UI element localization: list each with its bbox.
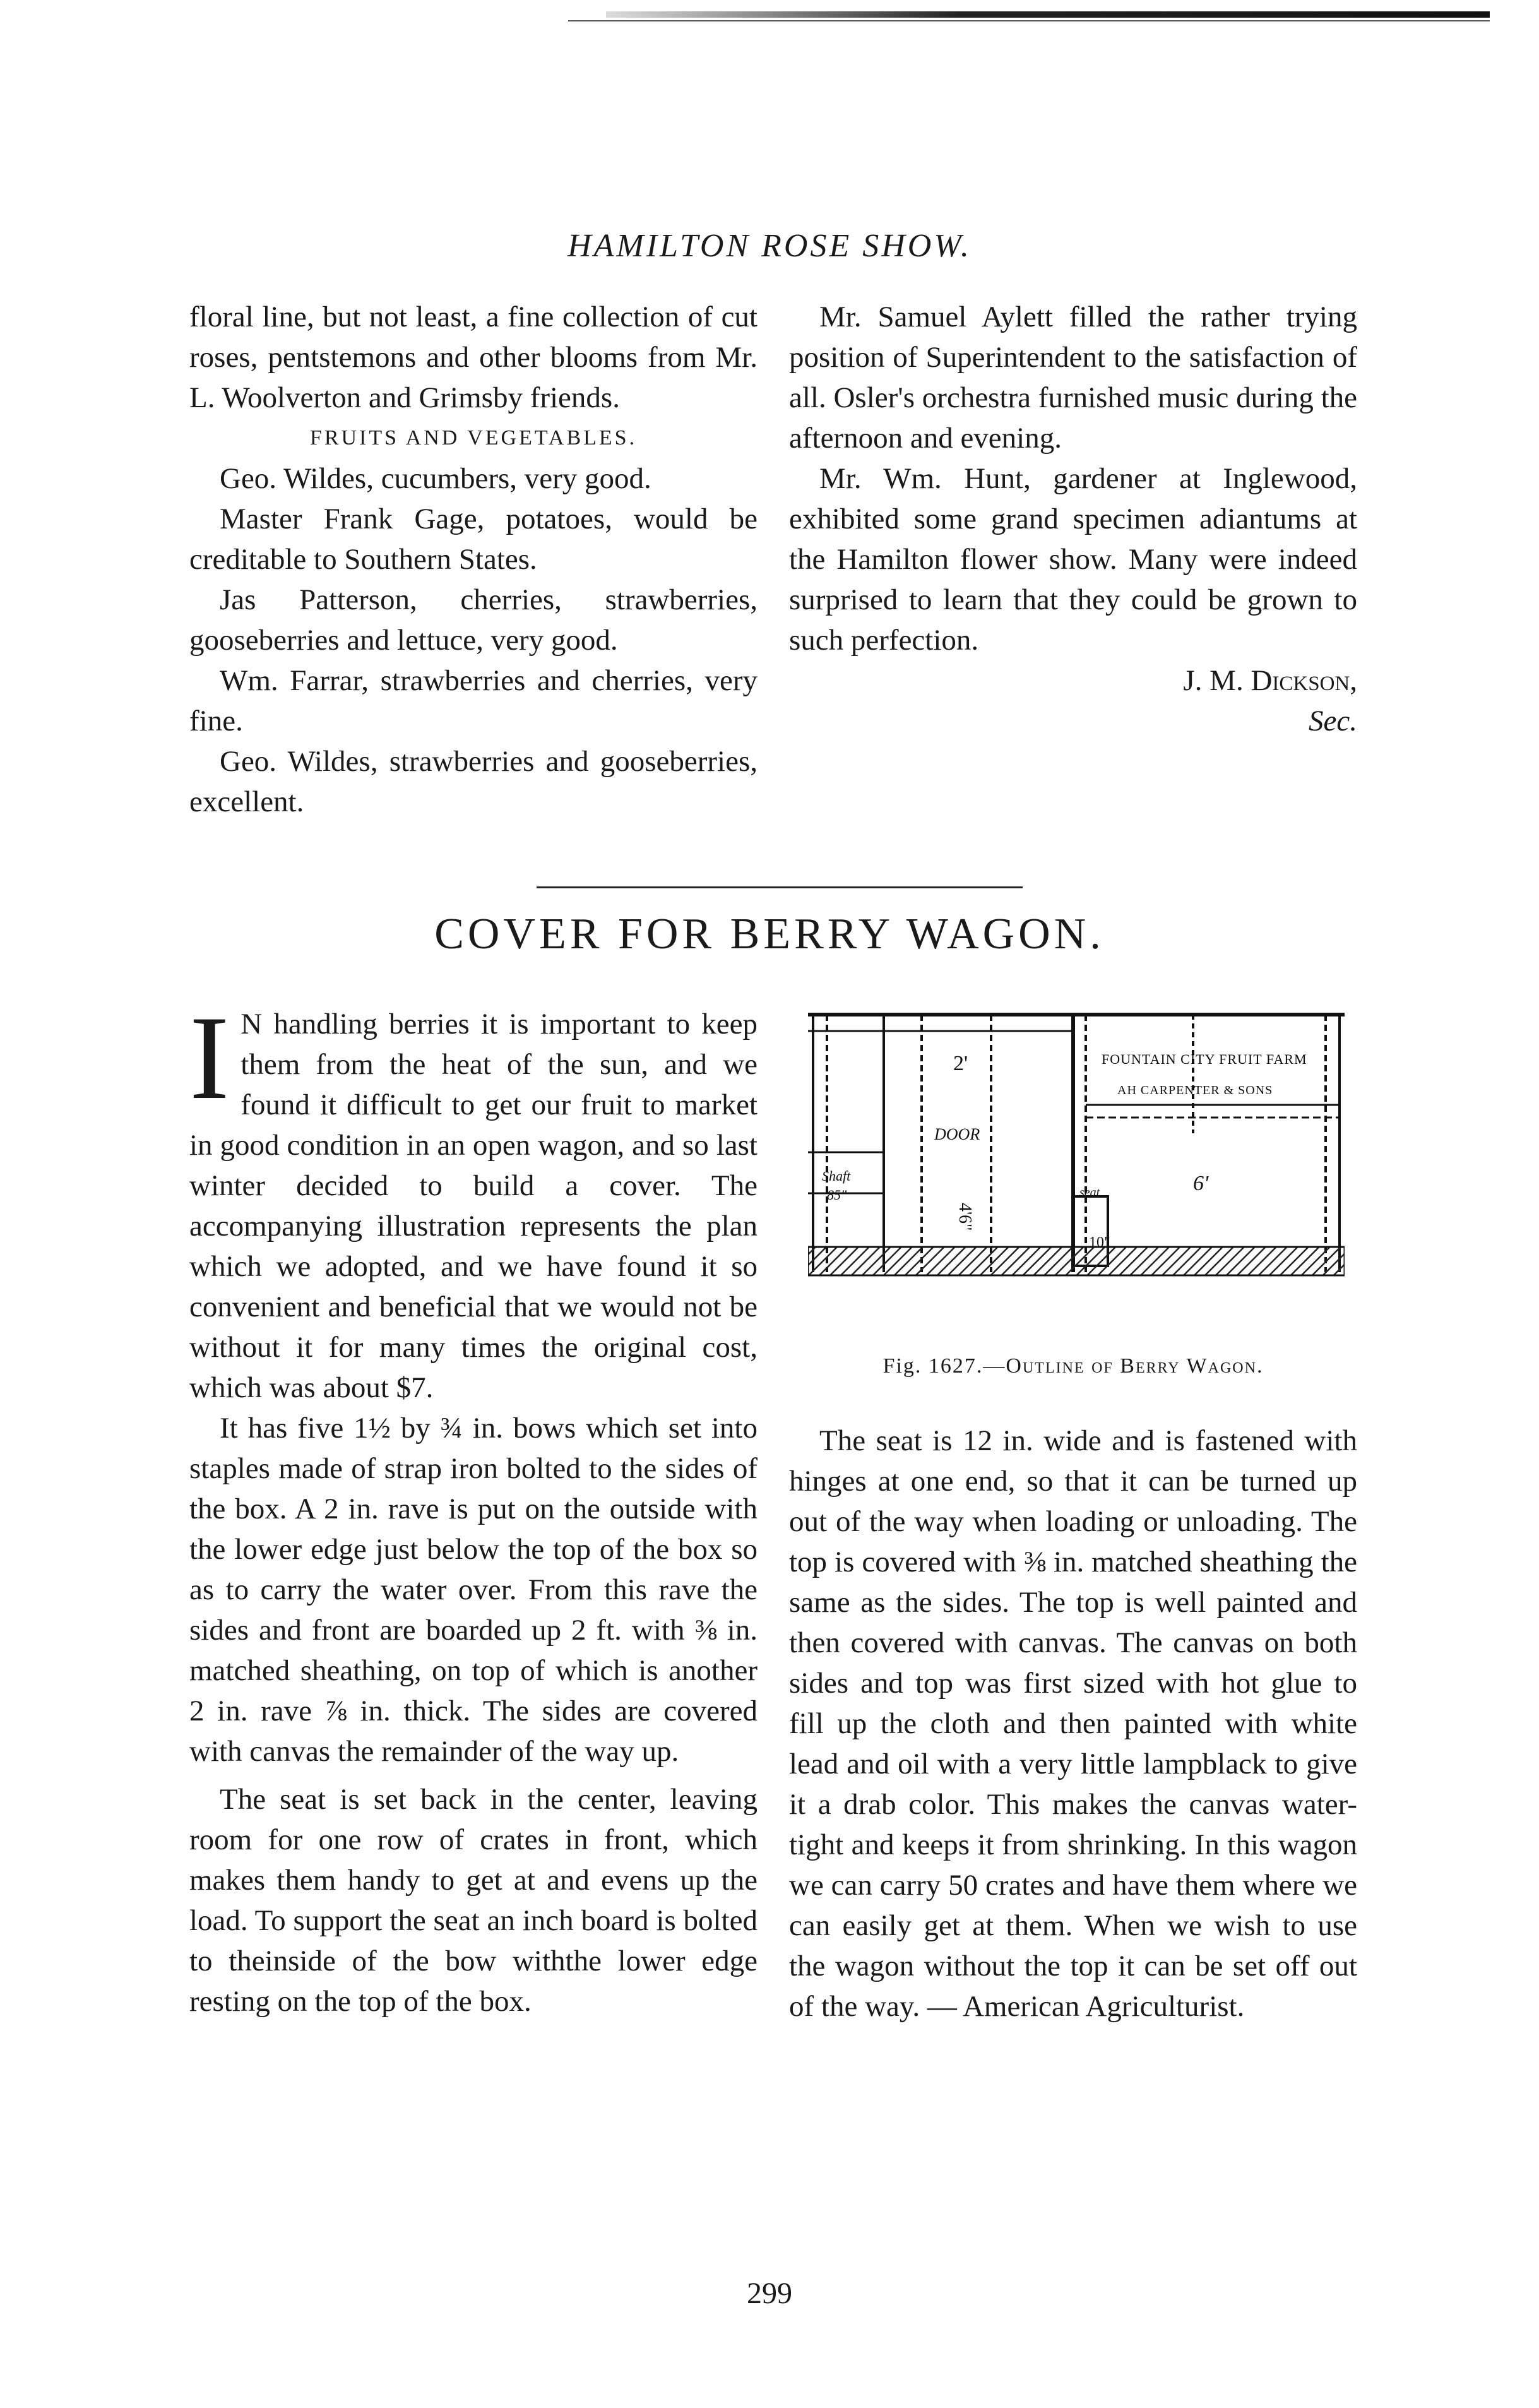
section-divider: [537, 886, 1023, 888]
entry-cherries: Jas Patterson, cherries, strawberries, gooseberries and lettuce, very good.: [189, 583, 758, 657]
label-6ft: 6': [1193, 1172, 1209, 1195]
label-shaft: Shaft: [822, 1168, 851, 1184]
paragraph-bows: It has five 1½ by ¾ in. bows which set into staples made of strap iron bolted to the sides of the box. A 2 in. rave is put on the outside with the lower edge just below the top of the box so as to carry the water over. From this rave the sides and front are boarded up 2 ft. with ⅜ in. matched sheathing, on top of which is another 2 in. rave ⅞ in. thick. The sides are covered with canvas the remainder of the way up.: [189, 1412, 758, 1768]
top-rule: [606, 11, 1490, 18]
paragraph-superintendent: Mr. Samuel Aylett filled the rather trying position of Superintendent to the satisfaction of all. Osler's orchestra furnished music during the afternoon and evening.: [789, 301, 1357, 455]
page-number: 299: [747, 2277, 792, 2310]
signature-name: J. M. Dickson,: [1183, 664, 1357, 697]
top-rule-thin: [568, 20, 1490, 21]
article-left-column: [189, 992, 758, 2022]
running-head: HAMILTON ROSE SHOW.: [567, 228, 972, 264]
entry-potatoes: Master Frank Gage, potatoes, would be creditable to Southern States.: [189, 503, 758, 576]
label-85: 85": [827, 1187, 847, 1203]
entry-strawberries-cherries: Wm. Farrar, strawberries and cherries, very fine.: [189, 664, 758, 737]
sign-carpenter: AH CARPENTER & SONS: [1117, 1083, 1273, 1097]
label-2ft: 2': [953, 1052, 968, 1075]
caption-text: Outline of Berry Wagon.: [1006, 1354, 1264, 1378]
label-door: DOOR: [934, 1125, 980, 1143]
wagon-box-hatching: [808, 1247, 1345, 1275]
figure-caption: [789, 1354, 1357, 1378]
article-right-column: [789, 1421, 1357, 2027]
caption-prefix: Fig. 1627.—: [882, 1354, 1006, 1378]
article-title: COVER FOR BERRY WAGON.: [434, 910, 1105, 958]
intro-paragraph: floral line, but not least, a fine collection of cut roses, pentstemons and other blooms from Mr. L. Woolverton and Grimsby friends.: [189, 301, 758, 414]
paragraph-adiantums: Mr. Wm. Hunt, gardener at Inglewood, exhibited some grand specimen adiantums at the Hamilton flower show. Many were indeed surprised to learn that they could be grown to such perfection.: [789, 462, 1357, 657]
entry-gooseberries: Geo. Wildes, strawberries and gooseberries, excellent.: [189, 745, 758, 818]
berry-wagon-outline: [808, 1007, 1345, 1285]
berry-wagon-figure: [808, 1007, 1345, 1285]
paragraph-seat: The seat is set back in the center, leaving room for one row of crates in front, which makes them handy to get at and evens up the load. To support the seat an inch board is bolted to theinside of the bow withthe lower edge resting on the top of the box.: [189, 1783, 758, 2018]
paragraph-seat-hinges: The seat is 12 in. wide and is fastened with hinges at one end, so that it can be turned up out of the way when loading or unloading. The top is covered with ⅜ in. matched sheathing the same as the sides. The top is well painted and then covered with canvas. The canvas on both sides and top was first sized with hot glue to fill up the cloth and then painted with white lead and oil with a very little lampblack to give it a drab color. This makes the canvas water-tight and keeps it from shrinking. In this wagon we can carry 50 crates and have them where we can easily get at them. When we wish to use the wagon without the top it can be set off out of the way. — American Agriculturist.: [789, 1424, 1357, 2023]
top-right-column: [789, 297, 1357, 741]
section-heading-fruits: FRUITS AND VEGETABLES.: [309, 426, 638, 450]
sign-fruit-farm: FOUNTAIN CITY FRUIT FARM: [1102, 1051, 1307, 1067]
drop-cap: I: [189, 992, 230, 1124]
entry-cucumbers: Geo. Wildes, cucumbers, very good.: [220, 462, 651, 495]
label-4-6: 4'6": [955, 1203, 975, 1231]
label-seat: seat: [1079, 1186, 1100, 1200]
first-paragraph-text: N handling berries it is important to keep them from the heat of the sun, and we found it difficult to get our fruit to market in good condition in an open wagon, and so last winter decided to build a cover. The accompanying illustration represents the plan which we adopted, and we have found it so convenient and beneficial that we would not be without it for many times the original cost, which was about $7.: [189, 1008, 758, 1404]
signature-title: Sec.: [1309, 705, 1357, 737]
article-first-paragraph: [189, 992, 758, 1408]
top-left-column: [189, 297, 758, 822]
label-10in: 10": [1089, 1234, 1110, 1251]
